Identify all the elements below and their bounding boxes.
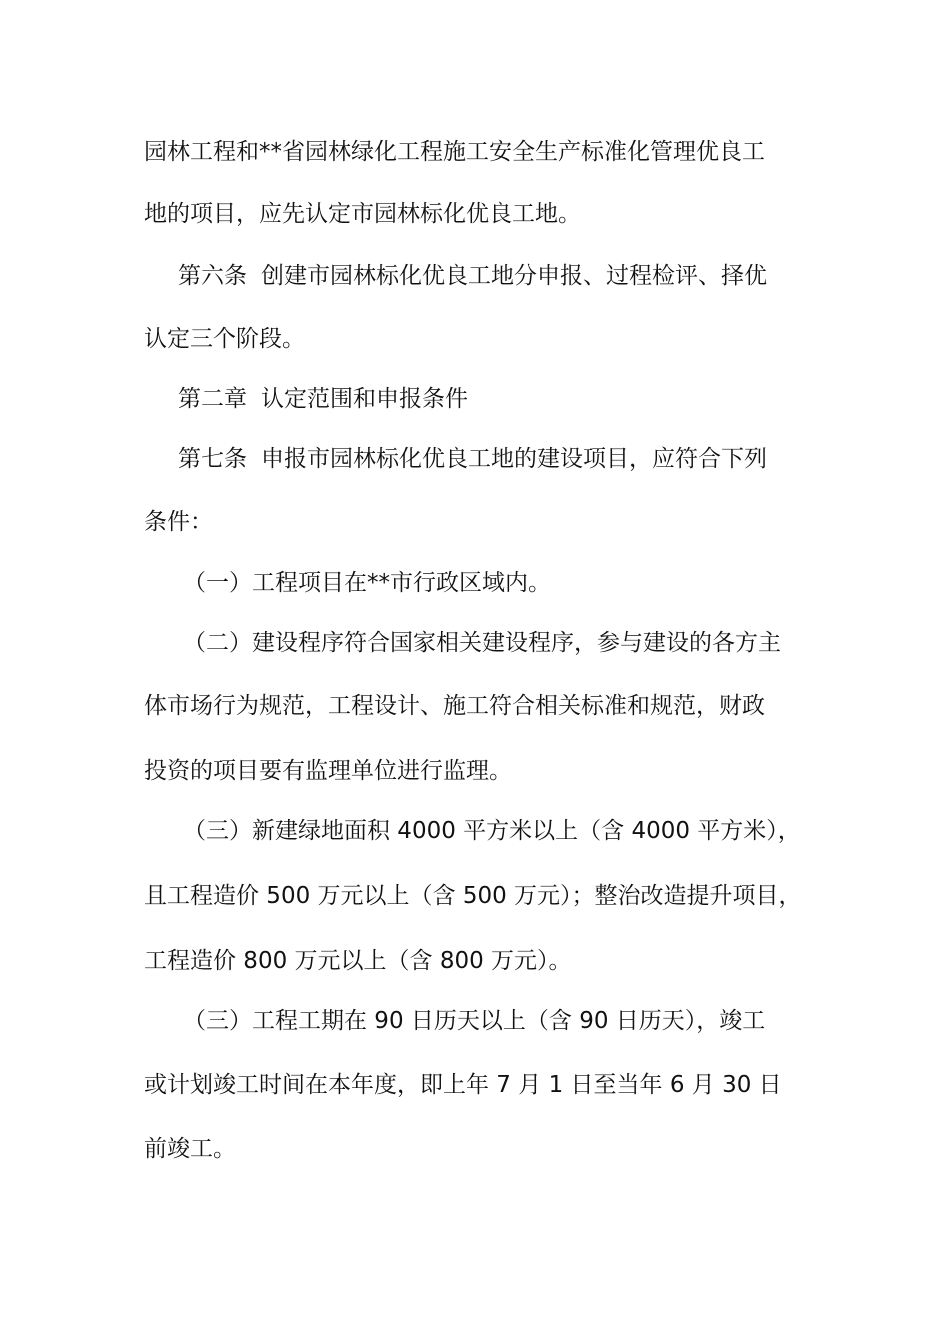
article-6-line (178, 261, 767, 291)
paragraph-line: 地的项目，应先认定市园林标化优良工地。 (144, 201, 581, 227)
clause-line: （二）建设程序符合国家相关建设程序，参与建设的各方主 (183, 630, 781, 656)
clause-line: （三）工程工期在 90 日历天以上（含 90 日历天），竣工 (183, 1008, 766, 1034)
article-text: 申报市园林标化优良工地的建设项目，应符合下列 (261, 446, 767, 472)
paragraph-line: 工程造价 800 万元以上（含 800 万元）。 (144, 948, 572, 974)
article-text: 创建市园林标化优良工地分申报、过程检评、择优 (261, 263, 767, 289)
chapter-title: 认定范围和申报条件 (261, 386, 468, 412)
paragraph-line: 认定三个阶段。 (144, 326, 305, 352)
article-number: 第七条 (178, 446, 247, 472)
article-number: 第六条 (178, 263, 247, 289)
paragraph-line: 且工程造价 500 万元以上（含 500 万元）；整治改造提升项目， (144, 883, 802, 909)
chapter-heading (178, 384, 468, 414)
clause-line: （三）新建绿地面积 4000 平方米以上（含 4000 平方米）， (183, 818, 801, 844)
clause-line: （一）工程项目在**市行政区域内。 (183, 570, 551, 596)
article-7-line (178, 444, 767, 474)
paragraph-line: 园林工程和**省园林绿化工程施工安全生产标准化管理优良工 (144, 139, 765, 165)
paragraph-line: 条件： (144, 509, 213, 535)
paragraph-line: 体市场行为规范，工程设计、施工符合相关标准和规范，财政 (144, 693, 765, 719)
paragraph-line: 或计划竣工时间在本年度，即上年 7 月 1 日至当年 6 月 30 日 (144, 1072, 782, 1098)
chapter-number: 第二章 (178, 386, 247, 412)
paragraph-line: 投资的项目要有监理单位进行监理。 (144, 758, 512, 784)
paragraph-line: 前竣工。 (144, 1136, 236, 1162)
